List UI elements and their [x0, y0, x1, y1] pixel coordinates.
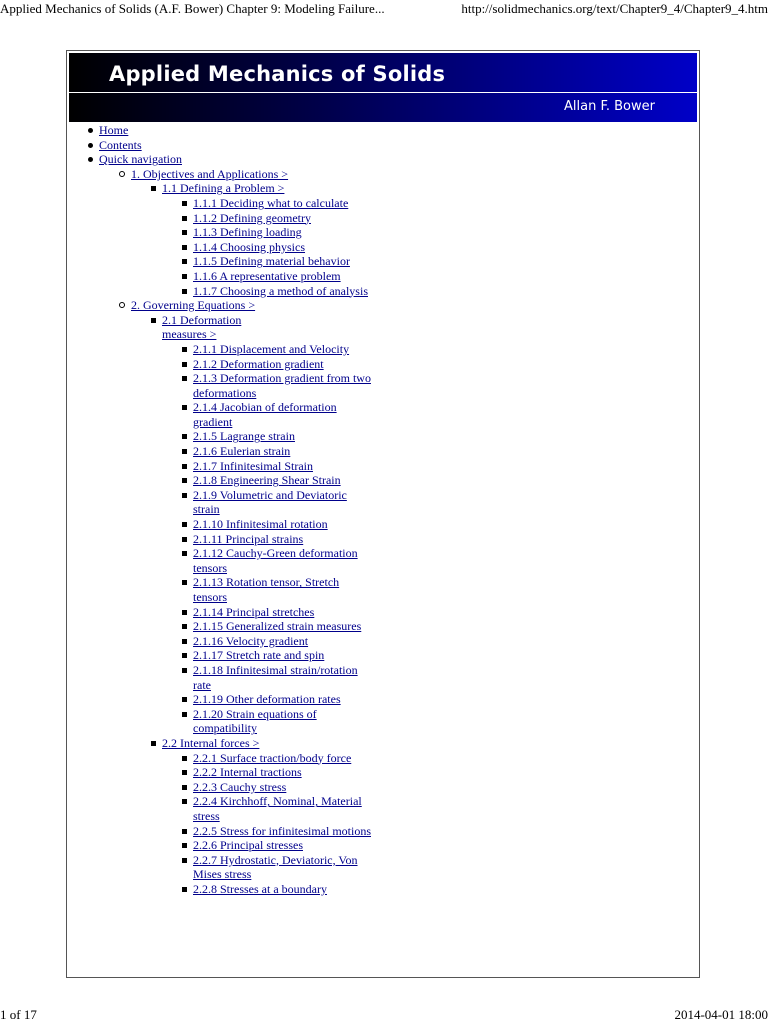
section-link[interactable]: 2.2 Internal forces >: [162, 735, 260, 750]
print-header-url: http://solidmechanics.org/text/Chapter9_4/Chapter9_4.htm: [461, 1, 768, 16]
site-title: Applied Mechanics of Solids: [109, 62, 446, 86]
subsection-link[interactable]: 2.1.13 Rotation tensor, Stretch tensors: [193, 575, 340, 604]
quick-navigation-link[interactable]: Quick navigation: [99, 152, 182, 167]
subsection-item: [67, 196, 387, 211]
section-link[interactable]: 2.1 Deformation measures >: [162, 312, 242, 342]
subsection-item: [67, 619, 387, 634]
home-link[interactable]: Home: [99, 123, 129, 137]
subsection-item: [67, 284, 387, 299]
subsection-item: [67, 692, 387, 707]
print-header-title: Applied Mechanics of Solids (A.F. Bower) Chapter 9: Modeling Failure...: [0, 1, 385, 16]
chapters-list: [99, 167, 387, 897]
subsection-item: [67, 546, 387, 575]
subsection-link[interactable]: 2.2.3 Cauchy stress: [193, 779, 287, 794]
subsection-item: [67, 824, 387, 839]
subsection-link[interactable]: 1.1.3 Defining loading: [193, 225, 302, 240]
subsection-link[interactable]: 2.1.9 Volumetric and Deviatoric strain: [193, 487, 347, 517]
subsection-item: [67, 882, 387, 897]
print-timestamp: 2014-04-01 18:00: [674, 1007, 768, 1022]
subsection-item: [67, 444, 387, 459]
subsection-list: [162, 342, 387, 736]
subsection-item: [67, 794, 387, 823]
subsection-link[interactable]: 1.1.1 Deciding what to calculate: [193, 195, 349, 210]
subsection-link[interactable]: 2.1.15 Generalized strain measures: [193, 619, 362, 634]
chapter-item: [67, 167, 387, 298]
subsection-link[interactable]: 1.1.6 A representative problem: [193, 268, 341, 283]
subsection-item: [67, 459, 387, 474]
subsection-link[interactable]: 2.2.5 Stress for infinitesimal motions: [193, 823, 371, 838]
subsection-link[interactable]: 1.1.4 Choosing physics: [193, 239, 306, 254]
chapter-link[interactable]: 1. Objectives and Applications >: [131, 166, 289, 181]
section-item: [67, 313, 387, 736]
subsection-item: [67, 400, 387, 429]
page-frame: [66, 50, 700, 978]
subsection-link[interactable]: 1.1.5 Defining material behavior: [193, 254, 350, 269]
subsection-item: [67, 269, 387, 284]
subsection-link[interactable]: 2.2.8 Stresses at a boundary: [193, 881, 327, 896]
subsection-list: [162, 196, 387, 298]
subsection-link[interactable]: 2.1.8 Engineering Shear Strain: [193, 473, 341, 488]
subsection-item: [67, 254, 387, 269]
subsection-link[interactable]: 1.1.2 Defining geometry: [193, 210, 311, 225]
subsection-list: [162, 751, 387, 897]
subsection-item: [67, 225, 387, 240]
nav-item-home: [67, 123, 387, 138]
subsection-link[interactable]: 2.2.4 Kirchhoff, Nominal, Material stress: [193, 794, 362, 823]
subsection-link[interactable]: 2.2.7 Hydrostatic, Deviatoric, Von Mises stress: [193, 852, 358, 882]
subsection-item: [67, 429, 387, 444]
subsection-link[interactable]: 2.1.11 Principal strains: [193, 531, 304, 546]
subsection-item: [67, 634, 387, 649]
chapter-item: [67, 298, 387, 896]
subsection-item: [67, 780, 387, 795]
subsection-item: [67, 605, 387, 620]
nav-item-quick-navigation: [67, 152, 387, 896]
section-item: [67, 736, 387, 897]
subsection-item: [67, 240, 387, 255]
subsection-link[interactable]: 2.1.4 Jacobian of deformation gradient: [193, 400, 337, 429]
subsection-link[interactable]: 1.1.7 Choosing a method of analysis: [193, 283, 368, 298]
subsection-link[interactable]: 2.2.6 Principal stresses: [193, 838, 303, 853]
contents-link[interactable]: Contents: [99, 137, 142, 152]
subsection-link[interactable]: 2.1.20 Strain equations of compatibility: [193, 706, 317, 736]
subsection-link[interactable]: 2.1.5 Lagrange strain: [193, 429, 295, 444]
subsection-link[interactable]: 2.1.2 Deformation gradient: [193, 356, 324, 371]
subsection-link[interactable]: 2.1.18 Infinitesimal strain/rotation rate: [193, 662, 358, 692]
chapter-link[interactable]: 2. Governing Equations >: [131, 298, 256, 313]
print-footer: [0, 1006, 768, 1024]
subsection-item: [67, 473, 387, 488]
section-item: [67, 181, 387, 298]
subsection-link[interactable]: 2.1.3 Deformation gradient from two deformations: [193, 371, 371, 400]
site-author: Allan F. Bower: [564, 99, 655, 114]
subsection-item: [67, 488, 387, 517]
subsection-item: [67, 751, 387, 766]
nav-item-contents: [67, 138, 387, 153]
banner-divider: [69, 92, 697, 93]
section-list: [131, 313, 387, 897]
section-link[interactable]: 1.1 Defining a Problem >: [162, 181, 285, 196]
subsection-item: [67, 211, 387, 226]
subsection-link[interactable]: 2.1.6 Eulerian strain: [193, 444, 291, 459]
subsection-item: [67, 663, 387, 692]
site-banner: [69, 53, 697, 122]
subsection-link[interactable]: 2.2.2 Internal tractions: [193, 765, 302, 780]
top-nav-list: [67, 123, 387, 896]
subsection-item: [67, 532, 387, 547]
subsection-item: [67, 357, 387, 372]
subsection-item: [67, 648, 387, 663]
subsection-item: [67, 371, 387, 400]
subsection-link[interactable]: 2.1.7 Infinitesimal Strain: [193, 458, 313, 473]
subsection-link[interactable]: 2.1.10 Infinitesimal rotation: [193, 517, 328, 532]
subsection-item: [67, 575, 387, 604]
subsection-item: [67, 342, 387, 357]
subsection-item: [67, 765, 387, 780]
subsection-item: [67, 517, 387, 532]
subsection-link[interactable]: 2.2.1 Surface traction/body force: [193, 750, 352, 765]
subsection-link[interactable]: 2.1.19 Other deformation rates: [193, 692, 341, 707]
subsection-link[interactable]: 2.1.12 Cauchy-Green deformation tensors: [193, 546, 358, 575]
subsection-link[interactable]: 2.1.14 Principal stretches: [193, 604, 315, 619]
subsection-item: [67, 838, 387, 853]
navigation-menu: [67, 123, 387, 896]
subsection-link[interactable]: 2.1.17 Stretch rate and spin: [193, 648, 325, 663]
subsection-item: [67, 853, 387, 882]
subsection-link[interactable]: 2.1.1 Displacement and Velocity: [193, 341, 350, 356]
section-list: [131, 181, 387, 298]
print-header: [0, 0, 768, 22]
page-count: 1 of 17: [0, 1007, 37, 1022]
subsection-item: [67, 707, 387, 736]
subsection-link[interactable]: 2.1.16 Velocity gradient: [193, 633, 309, 648]
